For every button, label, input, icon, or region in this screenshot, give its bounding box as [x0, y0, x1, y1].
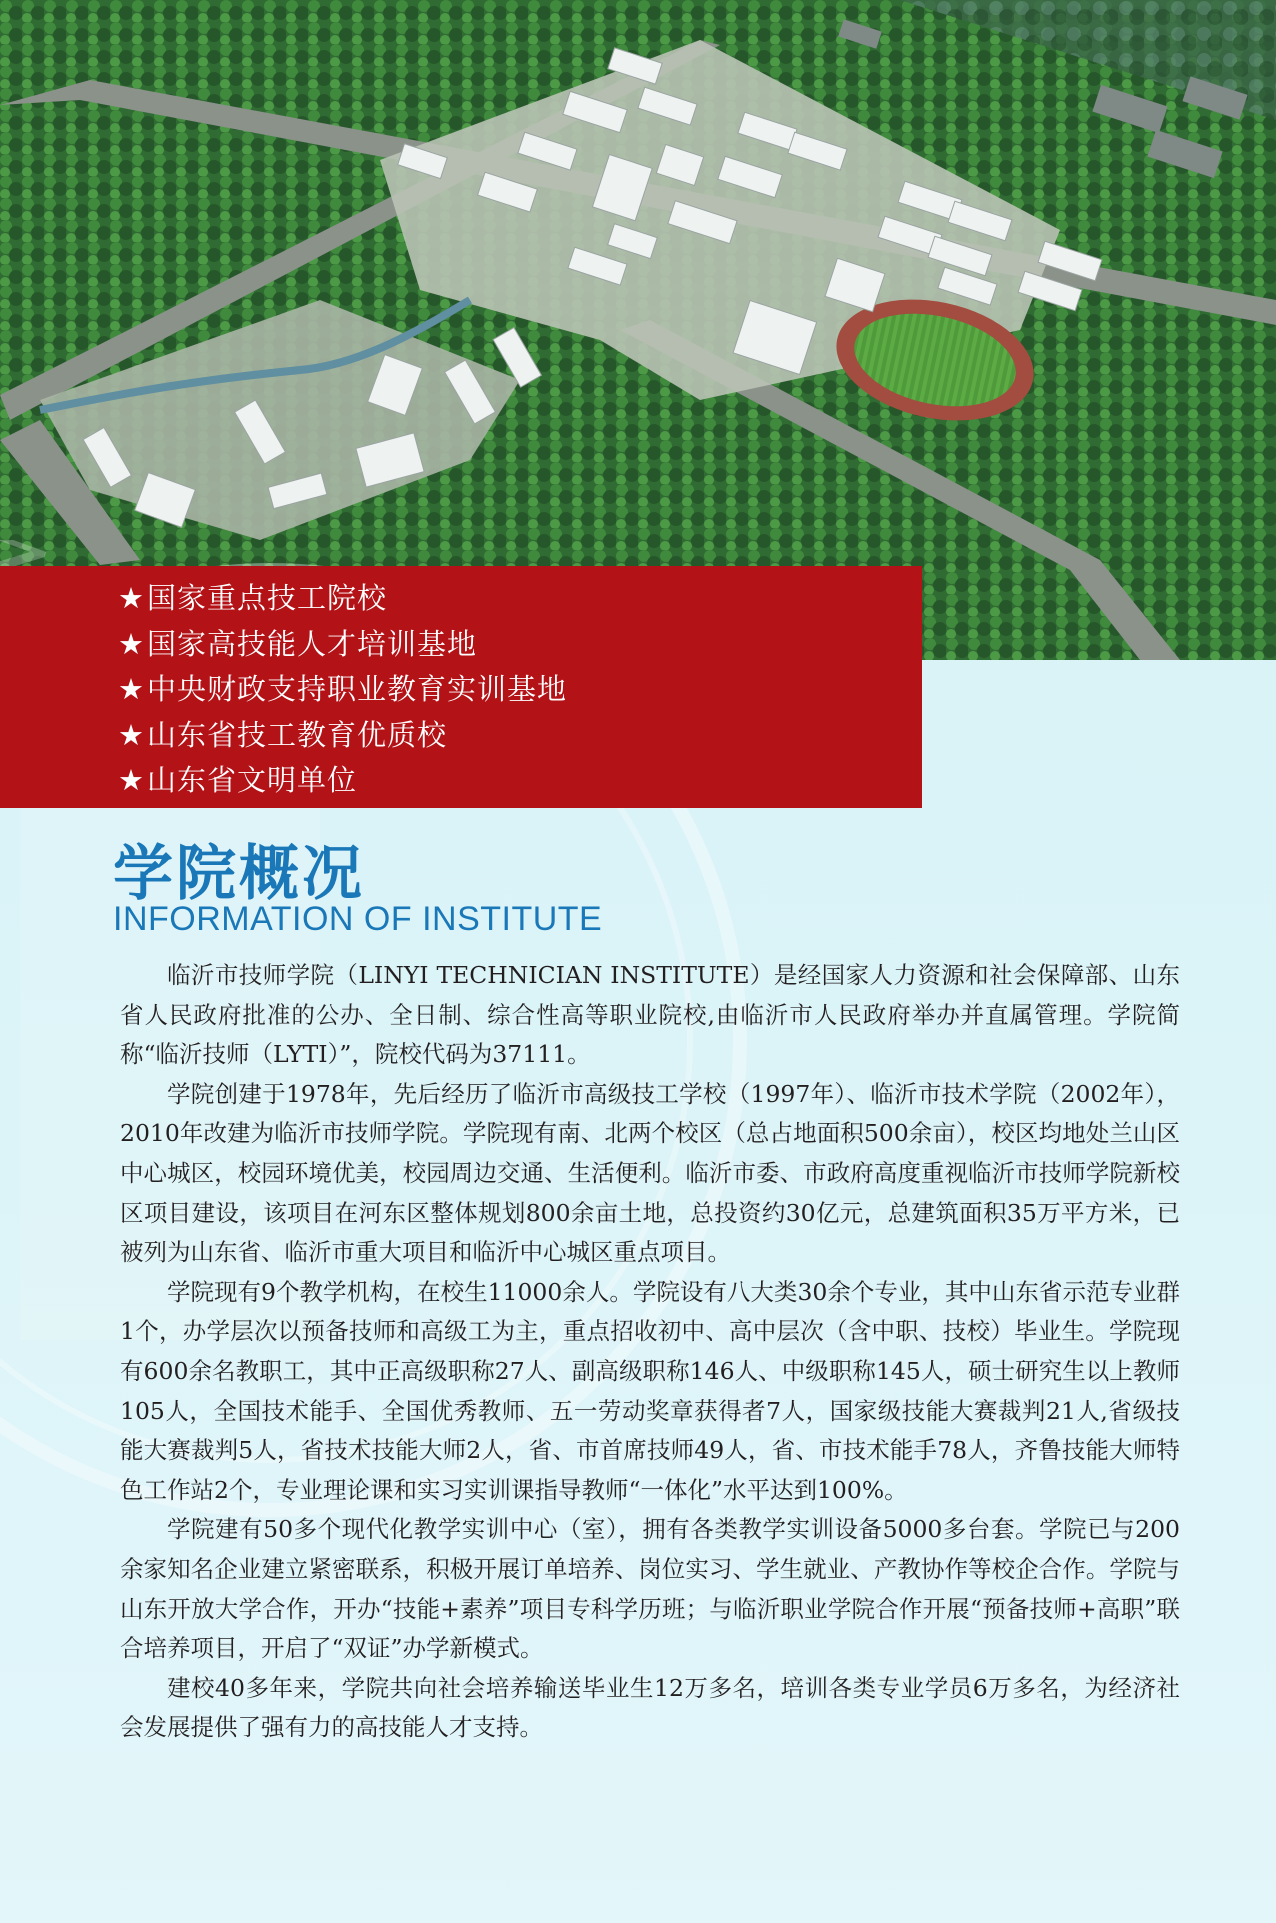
honor-item: [118, 622, 922, 668]
honors-list: [118, 576, 922, 804]
honor-text: 中央财政支持职业教育实训基地: [147, 672, 568, 706]
honor-item: [118, 667, 922, 713]
honor-text: 国家重点技工院校: [147, 581, 388, 615]
honor-text: 山东省文明单位: [147, 763, 358, 797]
honor-item: [118, 758, 922, 804]
section-title: 学院概况: [113, 839, 365, 909]
honor-text: 山东省技工教育优质校: [147, 717, 448, 752]
paragraph: 建校40多年来，学院共向社会培养输送毕业生12万多名，培训各类专业学员6万多名，为经济社会发展提供了强有力的高技能人才支持。: [120, 1673, 1180, 1742]
star-icon: ★: [118, 581, 145, 615]
campus-aerial-image: [0, 0, 1276, 660]
paragraph: 临沂市技师学院（LINYI TECHNICIAN INSTITUTE）是经国家人力资源和社会保障部、山东省人民政府批准的公办、全日制、综合性高等职业院校,由临沂市人民政府举办并直属管理。学院简称“临沂技师（LYTI）”，院校代码为37111。: [120, 961, 1180, 1069]
paragraph: 学院现有9个教学机构，在校生11000余人。学院设有八大类30余个专业，其中山东省示范专业群1个，办学层次以预备技师和高级工为主，重点招收初中、高中层次（含中职、技校）毕业生。学院现有600余名教职工，其中正高级职称27人、副高级职称146人、中级职称145人，硕士研究生以上教师105人，全国技术能手、全国优秀教师、五一劳动奖章获得者7人，国家级技能大赛裁判21人,省级技能大赛裁判5人，省技术技能大师2人，省、市首席技师49人，省、市技术能手78人，齐鲁技能大师特色工作站2个，专业理论课和实习实训课指导教师“一体化”水平达到100%。: [120, 1277, 1180, 1504]
honors-banner: [0, 566, 922, 808]
star-icon: ★: [118, 672, 145, 706]
paragraph: 学院创建于1978年，先后经历了临沂市高级技工学校（1997年）、临沂市技术学院（2002年），2010年改建为临沂市技师学院。学院现有南、北两个校区（总占地面积500余亩），校区均地处兰山区中心城区，校园环境优美，校园周边交通、生活便利。临沂市委、市政府高度重视临沂市技师学院新校区项目建设，该项目在河东区整体规划800余亩土地，总投资约30亿元，总建筑面积35万平方米，已被列为山东省、临沂市重大项目和临沂中心城区重点项目。: [120, 1079, 1180, 1267]
honor-text: 国家高技能人才培训基地: [147, 626, 478, 661]
star-icon: ★: [118, 626, 145, 661]
star-icon: ★: [118, 763, 145, 797]
star-icon: ★: [118, 717, 145, 752]
honor-item: [118, 713, 922, 759]
campus-aerial-illustration: [0, 0, 1276, 660]
institute-info-body: [120, 956, 1180, 1748]
honor-item: [118, 576, 922, 622]
paragraph: 学院建有50多个现代化教学实训中心（室），拥有各类教学实训设备5000多台套。学院已与200余家知名企业建立紧密联系，积极开展订单培养、岗位实习、学生就业、产教协作等校企合作。学院与山东开放大学合作，开办“技能+素养”项目专科学历班；与临沂职业学院合作开展“预备技师+高职”联合培养项目，开启了“双证”办学新模式。: [120, 1515, 1180, 1663]
section-subtitle: INFORMATION OF INSTITUTE: [113, 900, 603, 938]
